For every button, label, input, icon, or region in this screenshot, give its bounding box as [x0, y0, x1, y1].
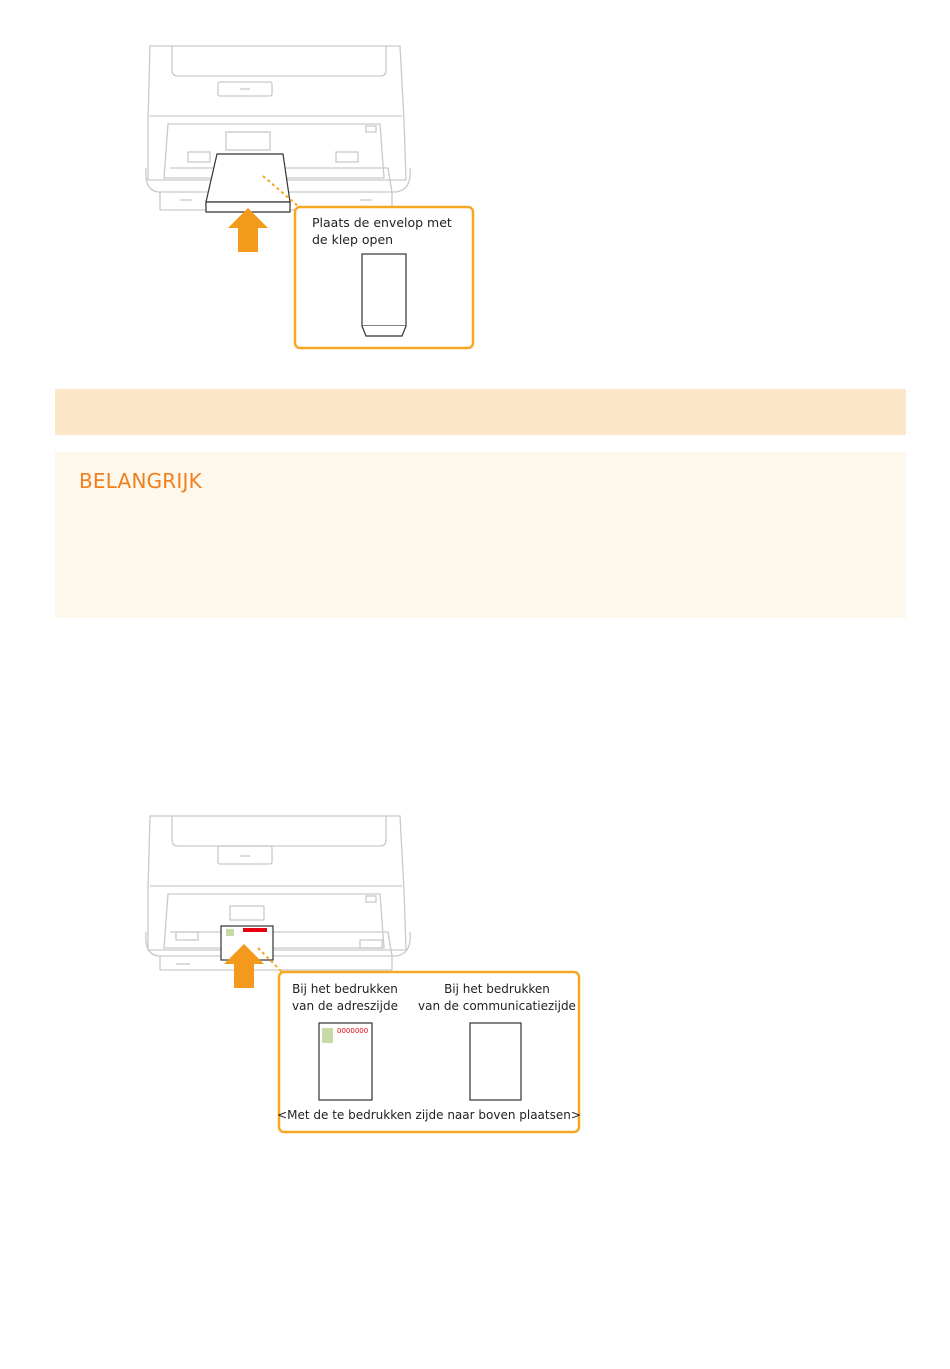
printer-illustration-2 [140, 810, 585, 1135]
postcard-stamp-code: 0000000 [337, 1027, 369, 1035]
address-side-line-1: Bij het bedrukken [292, 982, 398, 996]
printer-illustration-1 [140, 40, 480, 352]
message-side-line-2: van de communicatiezijde [418, 999, 576, 1013]
section-band [55, 389, 906, 435]
postcard-message-side [470, 1023, 521, 1100]
figure-envelope-flap-open [140, 40, 480, 352]
important-note [55, 452, 906, 618]
callout-line-1: Plaats de envelop met [312, 215, 452, 230]
address-side-line-2: van de adreszijde [292, 999, 398, 1013]
insert-arrow-icon [228, 208, 268, 252]
message-side-line-1: Bij het bedrukken [444, 982, 550, 996]
placement-footnote: <Met de te bedrukken zijde naar boven plaatsen> [277, 1108, 581, 1122]
figure-print-side [140, 810, 585, 1135]
callout-line-2: de klep open [312, 232, 394, 247]
postcard-address-side [319, 1023, 372, 1100]
important-title: BELANGRIJK [79, 469, 202, 493]
envelope-stack [206, 154, 290, 202]
envelope-icon [362, 254, 406, 336]
